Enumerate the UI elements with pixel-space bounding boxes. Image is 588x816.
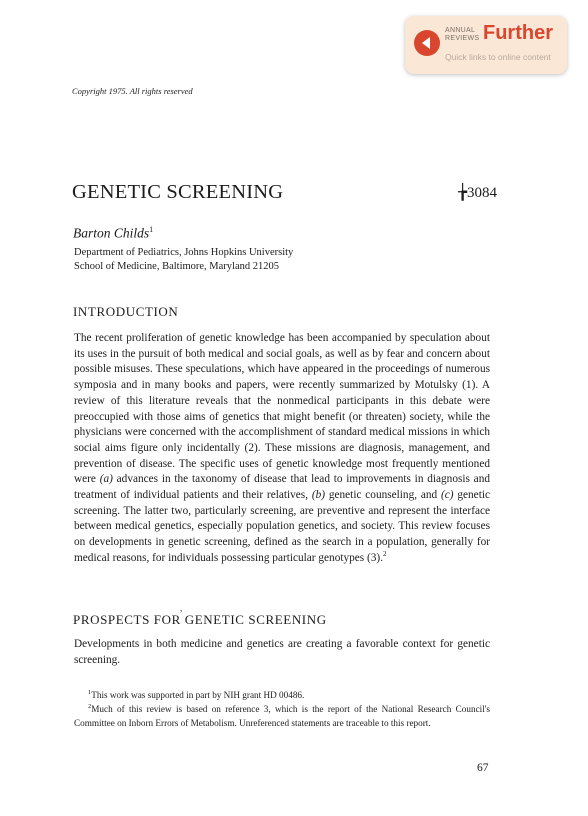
intro-footnote-mark: 2 (383, 550, 387, 559)
back-arrow-icon (414, 30, 440, 56)
prospects-paragraph: Developments in both medicine and genetics are creating a favorable context for genetic screening. (74, 638, 490, 666)
footnote-1-text: This work was supported in part by NIH grant HD 00486. (91, 690, 305, 700)
intro-text-2: advances in the taxonomy of disease that lead to improvements in diagnosis and treatment of individual patients and their relatives, (74, 473, 490, 502)
footnote-2-mark: 2 (88, 702, 92, 710)
intro-item-b: (b) (311, 489, 326, 502)
introduction-heading: INTRODUCTION (73, 304, 179, 319)
further-tagline: Quick links to online content (445, 52, 551, 62)
author-affiliation (74, 246, 374, 274)
footnote-1-mark: 1 (88, 688, 92, 696)
intro-item-c: (c) (441, 489, 454, 502)
article-title: GENETIC SCREENING (72, 181, 284, 203)
intro-item-a: (a) (99, 473, 113, 486)
footnote-1 (74, 689, 490, 703)
logo-line-1: ANNUAL (445, 27, 476, 34)
article-number: ╆3084 (458, 185, 498, 201)
introduction-paragraph (74, 331, 490, 567)
page-number: 67 (477, 762, 489, 774)
prospects-heading: PROSPECTS FOR GENETIC SCREENING (73, 612, 327, 627)
author-name (73, 225, 153, 242)
copyright-notice: Copyright 1975. All rights reserved (72, 86, 193, 96)
annual-reviews-logo (445, 27, 479, 43)
affiliation-line-1: Department of Pediatrics, Johns Hopkins University (74, 247, 294, 258)
author-name-text: Barton Childs (73, 225, 150, 241)
footnote-2 (74, 703, 490, 730)
further-links-button[interactable] (405, 16, 567, 74)
stray-mark: , (180, 603, 183, 613)
intro-text-1: The recent proliferation of genetic knowledge has been accompanied by speculation about its uses in the pursuit of both medical and social goals, as well as by fear and concern about possible misuses. These speculations, which have appeared in the proceedings of numerous symposia and in many books and papers, were recently summarized by Motulsky (1). A review of this literature reveals that the nonmedical participants in this debate were preoccupied with those aims of genetics that might benefit (or threaten) society, while the physicians were concerned with the accomplishment of standard medical missions in which social aims figure only incidentally (2). These missions are diagnosis, management, and prevention of disease. The specific uses of genetic knowledge most frequently mentioned were (74, 332, 490, 486)
author-footnote-mark: 1 (149, 225, 154, 234)
logo-line-2: REVIEWS (445, 35, 480, 42)
footnote-2-text: Much of this review is based on reference 3, which is the report of the National Research Council's Committee on Inborn Errors of Metabolism. Unreferenced statements are traceable to this report. (74, 704, 490, 728)
intro-text-3: genetic counseling, and (325, 489, 441, 502)
intro-text-4: genetic screening. The latter two, particularly screening, are preventive and represent the interface between medical genetics, especially population genetics, and society. This review focuses on developments in genetic screening, defined as the search in a population, generally for medical reasons, for individuals possessing particular genotypes (3). (74, 489, 490, 564)
affiliation-line-2: School of Medicine, Baltimore, Maryland 21205 (74, 261, 280, 272)
further-wordmark: Further (483, 22, 553, 44)
